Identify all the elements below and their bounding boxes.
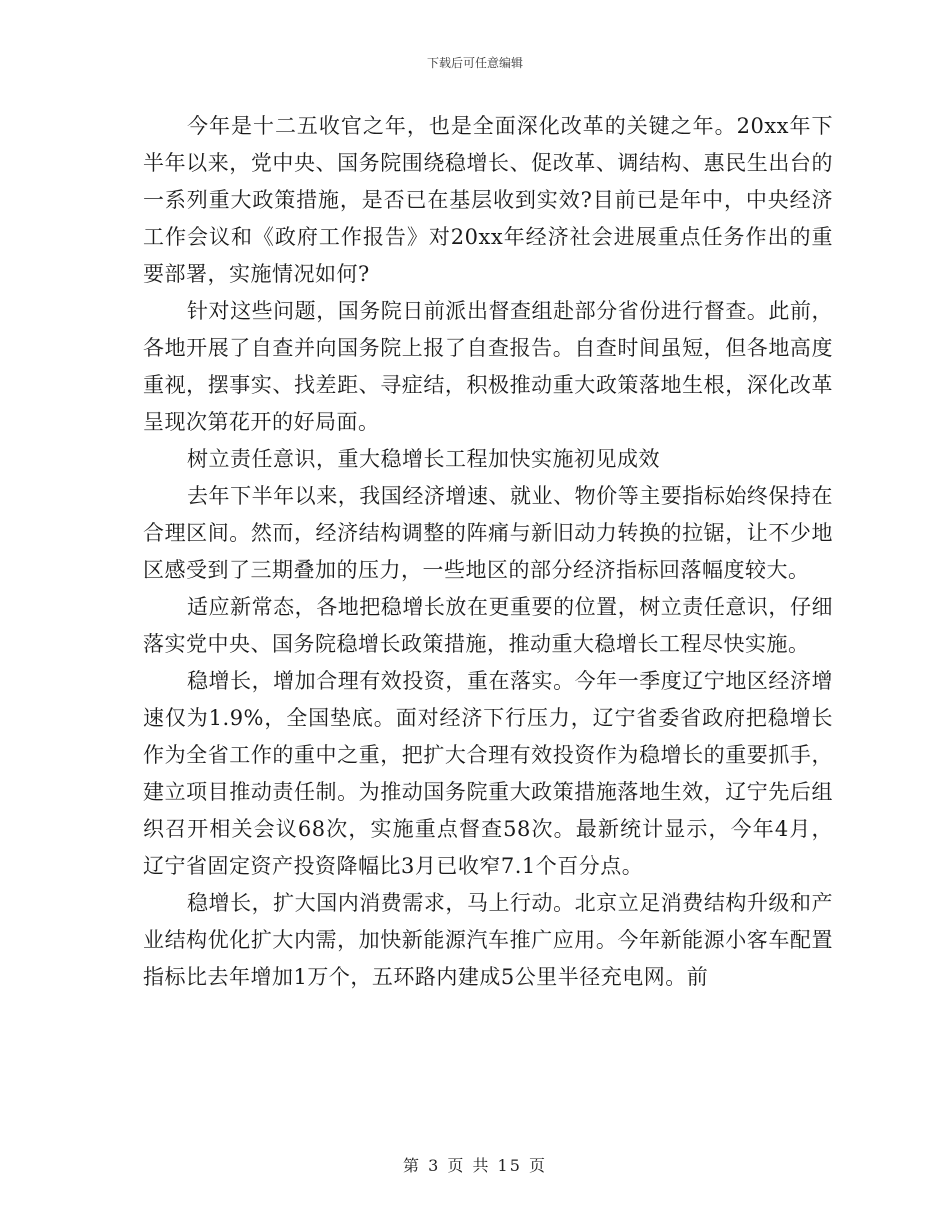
paragraph-economy: 去年下半年以来，我国经济增速、就业、物价等主要指标始终保持在合理区间。然而，经济结构调整的阵痛与新旧动力转换的拉锯，让不少地区感受到了三期叠加的压力，一些地区的部分经济指标回落幅度较大。: [143, 484, 833, 582]
paragraph-liaoning: 稳增长，增加合理有效投资，重在落实。今年一季度辽宁地区经济增速仅为1.9%，全国垫底。面对经济下行压力，辽宁省委省政府把稳增长作为全省工作的重中之重，把扩大合理有效投资作为稳增长的重要抓手，建立项目推动责任制。为推动国务院重大政策措施落地生效，辽宁先后组织召开相关会议68次，实施重点督查58次。最新统计显示，今年4月，辽宁省固定资产投资降幅比3月已收窄7.1个百分点。: [143, 669, 833, 878]
paragraph-beijing: 稳增长，扩大国内消费需求，马上行动。北京立足消费结构升级和产业结构优化扩大内需，加快新能源汽车推广应用。今年新能源小客车配置指标比去年增加1万个，五环路内建成5公里半径充电网。前: [143, 891, 833, 989]
paragraph-intro: 今年是十二五收官之年，也是全面深化改革的关键之年。20xx年下半年以来，党中央、国务院围绕稳增长、促改革、调结构、惠民生出台的一系列重大政策措施，是否已在基层收到实效?目前已是年中，中央经济工作会议和《政府工作报告》对20xx年经济社会进展重点任务作出的重要部署，实施情况如何?: [143, 114, 833, 286]
page-header-note: 下载后可任意编辑: [426, 56, 523, 70]
paragraph-new-normal: 适应新常态，各地把稳增长放在更重要的位置，树立责任意识，仔细落实党中央、国务院稳增长政策措施，推动重大稳增长工程尽快实施。: [143, 595, 833, 656]
document-body: [143, 108, 833, 996]
section-heading: 树立责任意识，重大稳增长工程加快实施初见成效: [187, 447, 660, 471]
page-number: 第 3 页 共 15 页: [403, 1156, 547, 1175]
paragraph-inspection: 针对这些问题，国务院日前派出督查组赴部分省份进行督查。此前，各地开展了自查并向国务院上报了自查报告。自查时间虽短，但各地高度重视，摆事实、找差距、寻症结，积极推动重大政策落地生根，深化改革呈现次第花开的好局面。: [143, 299, 833, 434]
